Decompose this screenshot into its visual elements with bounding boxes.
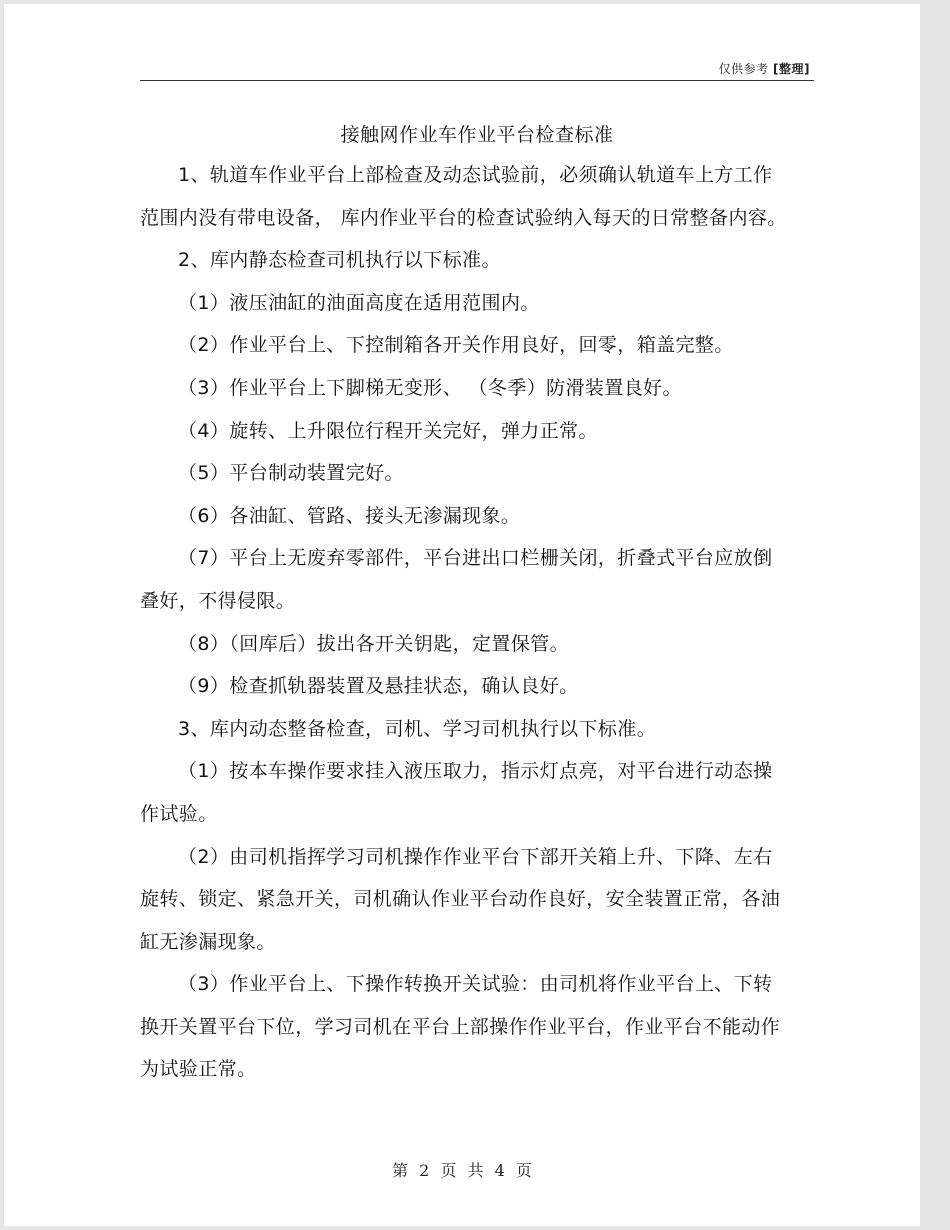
paragraph: （2）作业平台上、下控制箱各开关作用良好，回零，箱盖完整。 [178, 334, 734, 357]
paragraph: 2、库内静态检查司机执行以下标准。 [178, 249, 501, 272]
paragraph: （3）作业平台上下脚梯无变形、 （冬季）防滑装置良好。 [178, 376, 682, 399]
document-body [140, 154, 788, 1091]
paragraph: （9）检查抓轨器装置及悬挂状态，确认良好。 [178, 675, 579, 698]
header-note-text: 仅供参考 [718, 62, 769, 76]
paragraph: （3）作业平台上、下操作转换开关试验：由司机将作业平台上、下转换开关置平台下位，学习司机在平台上部操作作业平台，作业平台不能动作为试验正常。 [140, 973, 781, 1081]
paragraph: （8）（回库后）拔出各开关钥匙，定置保管。 [178, 632, 569, 655]
paragraph: （6）各油缸、管路、接头无渗漏现象。 [178, 504, 521, 527]
page-number: 第 2 页 共 4 页 [392, 1161, 532, 1180]
paragraph: （4）旋转、上升限位行程开关完好，弹力正常。 [178, 419, 598, 442]
paragraph: （7）平台上无废弃零部件，平台进出口栏栅关闭，折叠式平台应放倒叠好，不得侵限。 [140, 547, 773, 612]
header-divider [140, 80, 814, 81]
paragraph: 3、库内动态整备检查，司机、学习司机执行以下标准。 [178, 717, 657, 740]
document-page [4, 4, 920, 1226]
header-note-tag: [整理] [773, 62, 810, 76]
paragraph: 1、轨道车作业平台上部检查及动态试验前，必须确认轨道车上方工作范围内没有带电设备， 库内作业平台的检查试验纳入每天的日常整备内容。 [140, 164, 787, 229]
document-title: 接触网作业车作业平台检查标准 [340, 124, 614, 146]
paragraph: （1）按本车操作要求挂入液压取力，指示灯点亮，对平台进行动态操作试验。 [140, 760, 773, 825]
paragraph: （2）由司机指挥学习司机操作作业平台下部开关箱上升、下降、左右旋转、锁定、紧急开关，司机确认作业平台动作良好，安全装置正常，各油缸无渗漏现象。 [140, 845, 781, 953]
header-note [719, 60, 810, 77]
paragraph: （1）液压油缸的油面高度在适用范围内。 [178, 291, 540, 314]
paragraph: （5）平台制动装置完好。 [178, 462, 404, 485]
